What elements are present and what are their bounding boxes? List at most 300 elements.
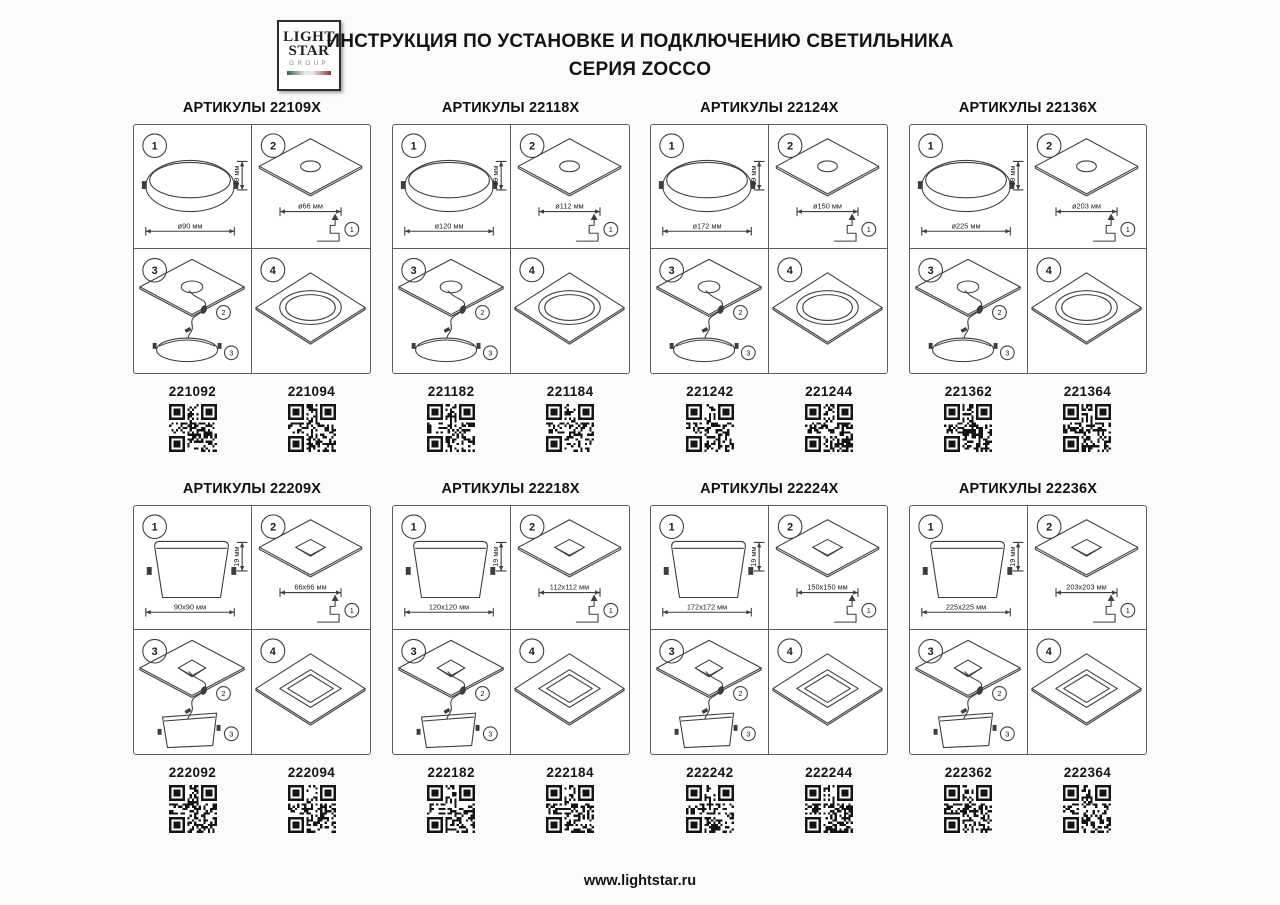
- step-3-cell: [910, 630, 1028, 754]
- article-number: 221184: [546, 384, 594, 399]
- product-panel: [392, 100, 630, 457]
- callout-badge: [345, 603, 359, 617]
- svg-text:1: 1: [1125, 605, 1130, 615]
- svg-text:2: 2: [221, 689, 226, 699]
- step-2-cell: [511, 506, 629, 630]
- articles-row: [650, 384, 888, 457]
- ceiling-hole: [699, 281, 721, 293]
- dimension-label: ø225 мм: [951, 221, 981, 231]
- article-number: 222182: [427, 765, 475, 780]
- step-number-badge: [919, 639, 943, 663]
- ceiling-hole: [1077, 161, 1097, 172]
- square-fixture-side-view: [923, 541, 1012, 597]
- round-fixture: [929, 338, 998, 362]
- step-number-badge: [143, 258, 167, 282]
- ceiling-hole: [554, 539, 584, 556]
- step-4-diagram: [511, 249, 629, 373]
- qr-code: [1063, 404, 1111, 452]
- callout-badge: [993, 306, 1007, 320]
- qr-code: [805, 404, 853, 452]
- dimension-label: 19 мм: [1008, 546, 1018, 567]
- callout-badge: [345, 222, 359, 236]
- article-number: 221242: [686, 384, 734, 399]
- svg-text:3: 3: [487, 729, 493, 739]
- step-2-diagram: [511, 125, 629, 248]
- svg-text:3: 3: [927, 265, 934, 278]
- installation-steps: [133, 505, 371, 755]
- step-4-cell: [1028, 249, 1146, 373]
- product-panel: [392, 481, 630, 838]
- square-fixture-side-view: [664, 541, 753, 597]
- step-number-badge: [402, 258, 426, 282]
- svg-text:1: 1: [608, 605, 613, 615]
- ceiling-tile: [773, 654, 882, 725]
- article-number: 221094: [287, 384, 336, 399]
- step-number-badge: [660, 258, 684, 282]
- step-3-diagram: [651, 630, 768, 754]
- step-3-diagram: [910, 249, 1027, 373]
- step-1-cell: [393, 125, 511, 249]
- step-2-cell: [1028, 125, 1146, 249]
- installation-steps: [392, 505, 630, 755]
- svg-text:1: 1: [349, 224, 354, 234]
- articles-row: [909, 765, 1147, 838]
- step-3-diagram: [134, 630, 251, 754]
- step-4-cell: [1028, 630, 1146, 754]
- article-number: 222094: [287, 765, 336, 780]
- step-3-cell: [393, 630, 511, 754]
- cut-step-icon: [835, 595, 857, 623]
- svg-text:4: 4: [787, 264, 794, 277]
- step-2-cell: [1028, 506, 1146, 630]
- svg-text:3: 3: [410, 265, 417, 278]
- step-2-diagram: [1028, 506, 1146, 629]
- step-4-cell: [252, 630, 370, 754]
- dimension-label: 19 мм: [1008, 165, 1018, 186]
- step-1-cell: [134, 506, 252, 630]
- round-fixture: [411, 338, 480, 362]
- step-1-cell: [651, 506, 769, 630]
- step-2-diagram: [511, 506, 629, 629]
- svg-text:2: 2: [1046, 140, 1053, 153]
- round-fixture-side-view: [659, 160, 755, 211]
- svg-text:2: 2: [270, 140, 277, 153]
- dimension-label: 19 мм: [490, 546, 500, 567]
- installation-steps: [650, 124, 888, 374]
- dimension-label: 19 мм: [749, 546, 759, 567]
- step-4-diagram: [1028, 249, 1146, 373]
- step-1-diagram: [393, 506, 510, 629]
- articles-row: [650, 765, 888, 838]
- installation-steps: [909, 124, 1147, 374]
- product-panel: [650, 481, 888, 838]
- svg-text:2: 2: [221, 308, 226, 318]
- installation-steps: [650, 505, 888, 755]
- installed-square-fixture: [280, 670, 341, 708]
- callout-badge: [217, 306, 231, 320]
- cut-step-icon: [576, 214, 598, 242]
- article-item: [769, 384, 888, 457]
- article-number: 222184: [546, 765, 594, 780]
- article-item: [133, 765, 252, 838]
- panel-title: АРТИКУЛЫ 22209X: [182, 481, 322, 497]
- step-1-cell: [651, 125, 769, 249]
- svg-text:2: 2: [787, 140, 794, 153]
- svg-text:1: 1: [608, 224, 613, 234]
- article-item: [133, 384, 252, 457]
- svg-text:1: 1: [1125, 224, 1130, 234]
- step-number-badge: [778, 258, 802, 282]
- articles-row: [133, 384, 371, 457]
- callout-badge: [734, 687, 748, 701]
- dimension-label: 19 мм: [490, 165, 500, 186]
- svg-text:2: 2: [480, 689, 485, 699]
- step-3-cell: [393, 249, 511, 373]
- square-fixture: [158, 713, 221, 747]
- articles-row: [909, 384, 1147, 457]
- panel-title: АРТИКУЛЫ 22236X: [958, 481, 1098, 497]
- callout-badge: [475, 687, 489, 701]
- ceiling-hole: [1072, 539, 1102, 556]
- step-2-cell: [769, 125, 887, 249]
- article-number: 222242: [686, 765, 734, 780]
- qr-code: [805, 785, 853, 833]
- svg-text:3: 3: [487, 348, 493, 358]
- step-3-diagram: [393, 249, 510, 373]
- svg-text:4: 4: [528, 645, 535, 658]
- qr-code: [944, 785, 992, 833]
- svg-text:3: 3: [927, 646, 934, 659]
- article-number: 221182: [427, 384, 475, 399]
- step-1-diagram: [651, 125, 768, 248]
- ceiling-hole: [440, 281, 462, 293]
- step-3-cell: [134, 630, 252, 754]
- step-4-cell: [769, 630, 887, 754]
- panel-title: АРТИКУЛЫ 22218X: [441, 481, 580, 497]
- step-3-diagram: [134, 249, 251, 373]
- svg-text:3: 3: [229, 729, 234, 739]
- svg-text:1: 1: [927, 140, 934, 153]
- svg-text:3: 3: [668, 646, 675, 659]
- step-4-diagram: [511, 630, 629, 754]
- step-number-badge: [402, 639, 426, 663]
- dimension-label: ø112 мм: [554, 201, 584, 211]
- footer-url: www.lightstar.ru: [583, 873, 697, 889]
- step-4-diagram: [252, 249, 370, 373]
- step-number-badge: [520, 258, 544, 282]
- step-2-cell: [252, 125, 370, 249]
- step-number-badge: [143, 515, 167, 539]
- svg-text:2: 2: [738, 689, 743, 699]
- product-panel: [909, 100, 1147, 457]
- svg-text:3: 3: [1005, 729, 1010, 739]
- square-fixture: [934, 713, 997, 747]
- article-number: 221244: [805, 384, 853, 399]
- step-1-diagram: [134, 506, 251, 629]
- ceiling-hole: [301, 161, 321, 172]
- dimension-label: ø150 мм: [813, 201, 843, 211]
- panel-title: АРТИКУЛЫ 22118X: [441, 100, 580, 116]
- step-number-badge: [919, 134, 943, 158]
- dimension-label: ø120 мм: [434, 221, 464, 231]
- step-2-diagram: [769, 506, 887, 629]
- installed-round-fixture: [280, 291, 341, 325]
- callout-badge: [483, 727, 497, 741]
- panels-grid: [133, 100, 1147, 838]
- step-1-diagram: [393, 125, 510, 248]
- product-panel: [909, 481, 1147, 838]
- ceiling-hole: [957, 281, 979, 293]
- step-3-diagram: [651, 249, 768, 373]
- installed-round-fixture: [1056, 291, 1117, 325]
- step-1-cell: [910, 506, 1028, 630]
- article-item: [511, 765, 630, 838]
- round-fixture-side-view: [918, 160, 1014, 211]
- step-number-badge: [1037, 639, 1061, 663]
- callout-badge: [475, 306, 489, 320]
- step-4-diagram: [252, 630, 370, 754]
- installation-steps: [133, 124, 371, 374]
- callout-badge: [604, 222, 618, 236]
- callout-badge: [224, 727, 238, 741]
- svg-text:3: 3: [746, 729, 751, 739]
- step-1-cell: [134, 125, 252, 249]
- square-fixture: [675, 713, 738, 747]
- step-2-cell: [769, 506, 887, 630]
- svg-text:3: 3: [151, 265, 158, 278]
- step-2-cell: [511, 125, 629, 249]
- step-4-cell: [511, 249, 629, 373]
- svg-text:1: 1: [927, 521, 934, 534]
- svg-text:2: 2: [480, 308, 485, 318]
- callout-badge: [1000, 727, 1014, 741]
- article-item: [1028, 765, 1147, 838]
- svg-text:4: 4: [269, 645, 276, 658]
- article-item: [392, 384, 511, 457]
- step-number-badge: [660, 515, 684, 539]
- dimension-label: 225x225 мм: [945, 602, 987, 612]
- article-item: [650, 765, 769, 838]
- svg-text:1: 1: [410, 521, 417, 534]
- callout-badge: [993, 687, 1007, 701]
- step-1-diagram: [910, 506, 1027, 629]
- step-number-badge: [143, 639, 167, 663]
- dimension-label: 66x66 мм: [294, 582, 327, 592]
- article-item: [769, 765, 888, 838]
- cut-step-icon: [835, 214, 857, 242]
- svg-text:1: 1: [410, 140, 417, 153]
- step-1-diagram: [910, 125, 1027, 248]
- article-item: [650, 384, 769, 457]
- cut-step-icon: [576, 595, 598, 623]
- article-item: [392, 765, 511, 838]
- step-number-badge: [520, 639, 544, 663]
- round-fixture-side-view: [401, 160, 497, 211]
- svg-text:2: 2: [997, 308, 1002, 318]
- cut-step-icon: [317, 595, 339, 623]
- callout-badge: [483, 346, 497, 360]
- svg-text:2: 2: [997, 689, 1002, 699]
- cut-step-icon: [1093, 595, 1115, 623]
- qr-code: [427, 785, 475, 833]
- ceiling-tile: [256, 273, 365, 344]
- articles-row: [392, 384, 630, 457]
- article-item: [1028, 384, 1147, 457]
- panel-title: АРТИКУЛЫ 22124X: [700, 100, 839, 116]
- panel-title: АРТИКУЛЫ 22224X: [700, 481, 839, 497]
- step-number-badge: [660, 639, 684, 663]
- dimension-label: 19 мм: [232, 546, 242, 567]
- ceiling-hole: [813, 539, 843, 556]
- svg-text:1: 1: [349, 605, 354, 615]
- installed-square-fixture: [538, 670, 599, 708]
- step-2-cell: [252, 506, 370, 630]
- callout-badge: [734, 306, 748, 320]
- svg-text:2: 2: [1046, 521, 1053, 534]
- callout-badge: [1121, 222, 1135, 236]
- qr-code: [288, 785, 336, 833]
- callout-badge: [604, 603, 618, 617]
- page-title: [0, 28, 1280, 84]
- qr-code: [686, 785, 734, 833]
- article-number: 221364: [1063, 384, 1112, 399]
- svg-text:2: 2: [528, 140, 535, 153]
- step-3-diagram: [393, 630, 510, 754]
- step-number-badge: [919, 515, 943, 539]
- dimension-label: 172x172 мм: [687, 602, 728, 612]
- callout-badge: [1121, 603, 1135, 617]
- step-number-badge: [261, 639, 285, 663]
- article-item: [252, 384, 371, 457]
- panel-title: АРТИКУЛЫ 22136X: [958, 100, 1098, 116]
- svg-text:2: 2: [270, 521, 277, 534]
- ceiling-hole: [559, 161, 579, 172]
- step-1-cell: [393, 506, 511, 630]
- step-2-diagram: [252, 125, 370, 248]
- svg-text:3: 3: [1005, 348, 1010, 358]
- step-2-diagram: [1028, 125, 1146, 248]
- installation-steps: [392, 124, 630, 374]
- title-line-1: ИНСТРУКЦИЯ ПО УСТАНОВКЕ И ПОДКЛЮЧЕНИЮ СВЕТИЛЬНИКА: [326, 31, 954, 52]
- ceiling-hole: [818, 161, 838, 172]
- ceiling-hole: [296, 539, 326, 556]
- installed-round-fixture: [797, 291, 858, 325]
- dimension-label: ø203 мм: [1071, 201, 1101, 211]
- article-item: [511, 384, 630, 457]
- step-4-diagram: [769, 630, 887, 754]
- svg-text:4: 4: [269, 264, 276, 277]
- product-panel: [650, 100, 888, 457]
- article-item: [909, 765, 1028, 838]
- callout-badge: [862, 222, 876, 236]
- article-number: 222244: [805, 765, 853, 780]
- logo-text-group: GROUP: [289, 60, 329, 67]
- dimension-label: ø90 мм: [177, 221, 203, 231]
- dimension-label: 112x112 мм: [549, 582, 589, 592]
- dimension-label: 19 мм: [232, 165, 242, 186]
- step-4-diagram: [1028, 630, 1146, 754]
- step-3-cell: [651, 630, 769, 754]
- step-4-cell: [769, 249, 887, 373]
- step-4-diagram: [769, 249, 887, 373]
- ceiling-tile: [773, 273, 882, 344]
- dimension-label: 150x150 мм: [807, 582, 849, 592]
- square-fixture: [416, 713, 479, 747]
- step-number-badge: [261, 258, 285, 282]
- article-number: 222092: [168, 765, 217, 780]
- svg-text:3: 3: [229, 348, 234, 358]
- dimension-label: 120x120 мм: [428, 602, 469, 612]
- svg-text:1: 1: [668, 140, 675, 153]
- callout-badge: [742, 727, 756, 741]
- callout-badge: [217, 687, 231, 701]
- dimension-label: ø66 мм: [298, 201, 323, 211]
- callout-badge: [862, 603, 876, 617]
- product-panel: [133, 481, 371, 838]
- installation-steps: [909, 505, 1147, 755]
- svg-text:2: 2: [528, 521, 535, 534]
- svg-text:2: 2: [787, 521, 794, 534]
- step-number-badge: [143, 134, 167, 158]
- step-3-cell: [134, 249, 252, 373]
- installed-round-fixture: [538, 291, 599, 325]
- article-item: [252, 765, 371, 838]
- square-fixture-side-view: [405, 541, 494, 597]
- svg-text:4: 4: [528, 264, 535, 277]
- title-line-2: СЕРИЯ ZOCCO: [568, 59, 712, 80]
- article-number: 222362: [944, 765, 993, 780]
- svg-text:3: 3: [410, 646, 417, 659]
- articles-row: [133, 765, 371, 838]
- step-3-cell: [910, 249, 1028, 373]
- cut-step-icon: [317, 214, 339, 242]
- step-number-badge: [660, 134, 684, 158]
- svg-text:1: 1: [151, 521, 158, 534]
- dimension-label: 90x90 мм: [173, 602, 207, 612]
- cut-step-icon: [1093, 214, 1115, 242]
- step-1-diagram: [134, 125, 251, 248]
- step-number-badge: [919, 258, 943, 282]
- step-4-cell: [511, 630, 629, 754]
- svg-text:3: 3: [668, 265, 675, 278]
- step-2-diagram: [769, 125, 887, 248]
- round-fixture: [153, 338, 222, 362]
- qr-code: [686, 404, 734, 452]
- svg-text:4: 4: [787, 645, 794, 658]
- ceiling-tile: [515, 273, 624, 344]
- step-1-diagram: [651, 506, 768, 629]
- logo-text-star: STAR: [288, 43, 330, 59]
- installed-square-fixture: [1056, 670, 1117, 708]
- qr-code: [169, 404, 217, 452]
- svg-text:2: 2: [738, 308, 743, 318]
- step-number-badge: [402, 515, 426, 539]
- article-item: [909, 384, 1028, 457]
- logo-text-light: LIGHT: [283, 29, 335, 45]
- qr-code: [546, 785, 594, 833]
- step-3-diagram: [910, 630, 1027, 754]
- header: [0, 0, 1280, 96]
- qr-code: [427, 404, 475, 452]
- article-number: 222364: [1063, 765, 1112, 780]
- step-3-cell: [651, 249, 769, 373]
- svg-text:1: 1: [867, 605, 872, 615]
- step-4-cell: [252, 249, 370, 373]
- callout-badge: [224, 346, 238, 360]
- dimension-label: 203x203 мм: [1066, 582, 1107, 592]
- article-number: 221362: [944, 384, 993, 399]
- svg-text:4: 4: [1045, 264, 1052, 277]
